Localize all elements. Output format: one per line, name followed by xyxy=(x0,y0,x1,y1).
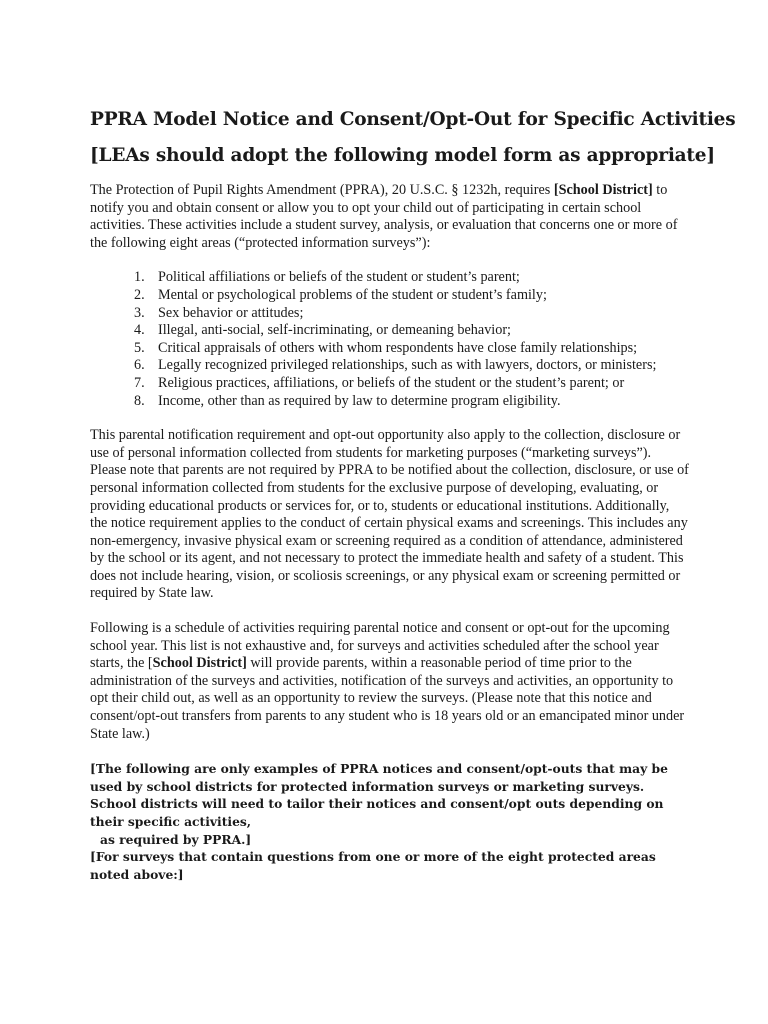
document-title: PPRA Model Notice and Consent/Opt-Out for Specific Activities xyxy=(90,109,736,130)
protected-area-item xyxy=(90,375,690,393)
protected-area-item xyxy=(90,287,690,305)
marketing-surveys-paragraph: This parental notification requirement and opt-out opportunity also apply to the collection, disclosure or use of personal information collected from students for marketing purposes (“marketing surveys”). Please note that parents are not required by PPRA to be notified about the collection, disclosure, or use of personal information collected from students for the exclusive purpose of developing, evaluating, or providing educational products or services for, or to, students or educational institutions. Additionally, the notice requirement applies to the conduct of certain physical exams and screenings. This includes any non-emergency, invasive physical exam or screening required as a condition of attendance, administered by the school or its agent, and not necessary to protect the immediate health and safety of a student. This does not include hearing, vision, or scoliosis screenings, or any physical exam or screening permitted or required by State law. xyxy=(90,427,689,602)
protected-area-item xyxy=(90,269,690,287)
list-number: 5. xyxy=(134,339,145,356)
protected-surveys-notice: [For surveys that contain questions from one or more of the eight protected areas noted above:] xyxy=(90,849,656,882)
list-number: 7. xyxy=(134,374,145,391)
examples-notice-tail: as required by PPRA.] xyxy=(100,831,252,847)
intro-text-end: to notify you and obtain consent or allow you to opt your child out of participating in certain school activities. These activities include a student survey, analysis, or evaluation that concerns one or more of the following eight areas (“protected information surveys”): xyxy=(90,182,678,251)
document-page xyxy=(90,108,736,883)
school-district-placeholder: [School District] xyxy=(553,182,653,198)
schedule-paragraph xyxy=(90,620,690,743)
list-item-text: Religious practices, affiliations, or beliefs of the student or the student’s parent; or xyxy=(158,374,625,391)
document-subtitle: [LEAs should adopt the following model form as appropriate] xyxy=(90,145,715,166)
protected-area-item xyxy=(90,393,690,411)
examples-notice-main: [The following are only examples of PPRA notices and consent/opt-outs that may be used by school districts for protected information surveys or marketing surveys. School districts will need to tailor their notices and consent/opt outs depending on their specific activities, xyxy=(90,761,668,829)
protected-area-item xyxy=(90,357,690,375)
list-item-text: Political affiliations or beliefs of the student or student’s parent; xyxy=(158,269,520,286)
list-item-text: Legally recognized privileged relationships, such as with lawyers, doctors, or ministers; xyxy=(158,357,657,374)
list-item-text: Illegal, anti-social, self-incriminating, or demeaning behavior; xyxy=(158,322,511,339)
list-number: 6. xyxy=(134,357,145,374)
intro-text-start: The Protection of Pupil Rights Amendment (PPRA), 20 U.S.C. § 1232h, requires xyxy=(90,182,554,198)
protected-area-item xyxy=(90,322,690,340)
list-number: 2. xyxy=(134,286,145,303)
schedule-text-end: will provide parents, within a reasonable period of time prior to the administration of the surveys and activities, notification of the surveys and activities, an opportunity to opt their child out, as well as an opportunity to review the surveys. (Please note that this notice and consent/opt-out transfers from parents to any student who is 18 years old or an emancipated minor under State law.) xyxy=(90,655,685,742)
intro-paragraph xyxy=(90,182,690,252)
list-item-text: Income, other than as required by law to determine program eligibility. xyxy=(158,392,561,409)
list-item-text: Mental or psychological problems of the student or student’s family; xyxy=(158,286,547,303)
list-number: 3. xyxy=(134,304,145,321)
protected-areas-list xyxy=(90,269,690,410)
list-number: 8. xyxy=(134,392,145,409)
schedule-text-start: Following is a schedule of activities requiring parental notice and consent or opt-out for the upcoming school year. This list is not exhaustive and, for surveys and activities scheduled after the school year starts, the [ xyxy=(90,620,670,672)
list-item-text: Sex behavior or attitudes; xyxy=(158,304,304,321)
list-item-text: Critical appraisals of others with whom respondents have close family relationships; xyxy=(158,339,638,356)
protected-area-item xyxy=(90,305,690,323)
school-district-placeholder-2: School District] xyxy=(152,655,247,672)
protected-area-item xyxy=(90,340,690,358)
list-number: 1. xyxy=(134,269,145,286)
list-number: 4. xyxy=(134,322,145,339)
examples-notice xyxy=(90,760,690,848)
